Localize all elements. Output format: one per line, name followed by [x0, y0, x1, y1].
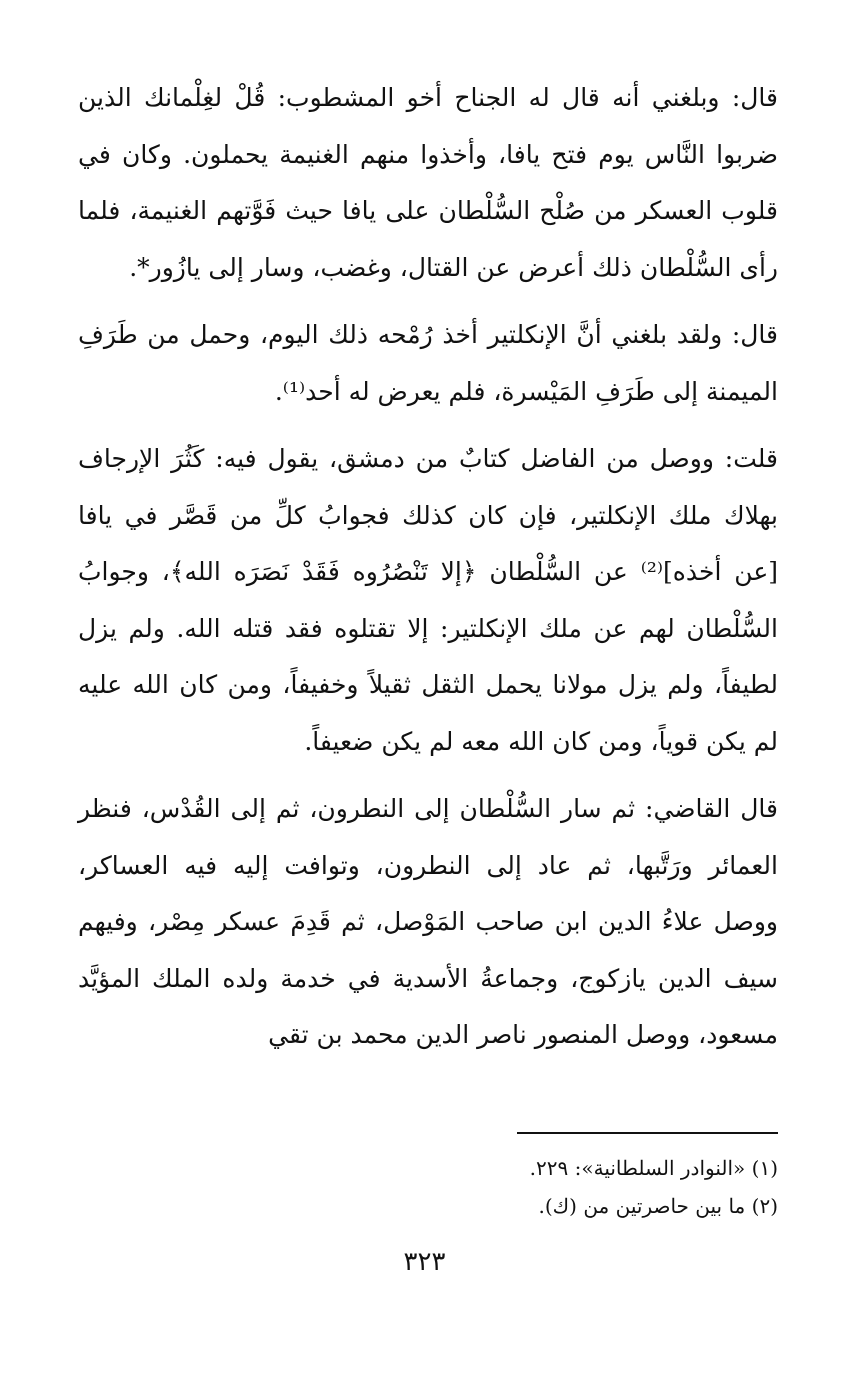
footnote-divider	[517, 1132, 778, 1134]
footnote-1: (١) «النوادر السلطانية»: ٢٢٩.	[529, 1156, 778, 1180]
main-text	[78, 70, 778, 1064]
paragraph-3: قلت: ووصل من الفاضل كتابٌ من دمشق، يقول فيه: كَثُرَ الإرجاف بهلاك ملك الإنكلتير، فإن كان كذلك فجوابُ كلِّ من قَصَّر في يافا [عن أخذه]⁽²⁾ عن السُّلْطان ﴿إلا تَنْصُرُوه فَقَدْ نَصَرَه الله﴾، وجوابُ السُّلْطان لهم عن ملك الإنكلتير: إلا تقتلوه فقد قتله الله. ولم يزل لطيفاً، ولم يزل مولانا يحمل الثقل ثقيلاً وخفيفاً، ومن كان الله عليه لم يكن قوياً، ومن كان الله معه لم يكن ضعيفاً.	[78, 444, 778, 756]
footnote-2: (٢) ما بين حاصرتين من (ك).	[538, 1194, 778, 1218]
paragraph-2: قال: ولقد بلغني أنَّ الإنكلتير أخذ رُمْحه ذلك اليوم، وحمل من طَرَفِ الميمنة إلى طَرَفِ المَيْسرة، فلم يعرض له أحد⁽¹⁾.	[78, 320, 778, 406]
paragraph-4: قال القاضي: ثم سار السُّلْطان إلى النطرون، ثم إلى القُدْس، فنظر العمائر ورَتَّبها، ثم عاد إلى النطرون، وتوافت إليه فيه العساكر، ووصل علاءُ الدين ابن صاحب المَوْصل، ثم قَدِمَ عسكر مِصْر، وفيهم سيف الدين يازكوج، وجماعةُ الأسدية في خدمة ولده الملك المؤيَّد مسعود، ووصل المنصور ناصر الدين محمد بن تقي	[78, 794, 778, 1049]
page-number: ٣٢٣	[403, 1247, 446, 1277]
paragraph-1: قال: وبلغني أنه قال له الجناح أخو المشطوب: قُلْ لغِلْمانك الذين ضربوا النَّاس يوم فتح يافا، وأخذوا منهم الغنيمة يحملون. وكان في قلوب العسكر من صُلْح السُّلْطان على يافا حيث فَوَّتهم الغنيمة، فلما رأى السُّلْطان ذلك أعرض عن القتال، وغضب، وسار إلى يازُور*.	[78, 83, 778, 282]
footnotes	[78, 1149, 778, 1225]
